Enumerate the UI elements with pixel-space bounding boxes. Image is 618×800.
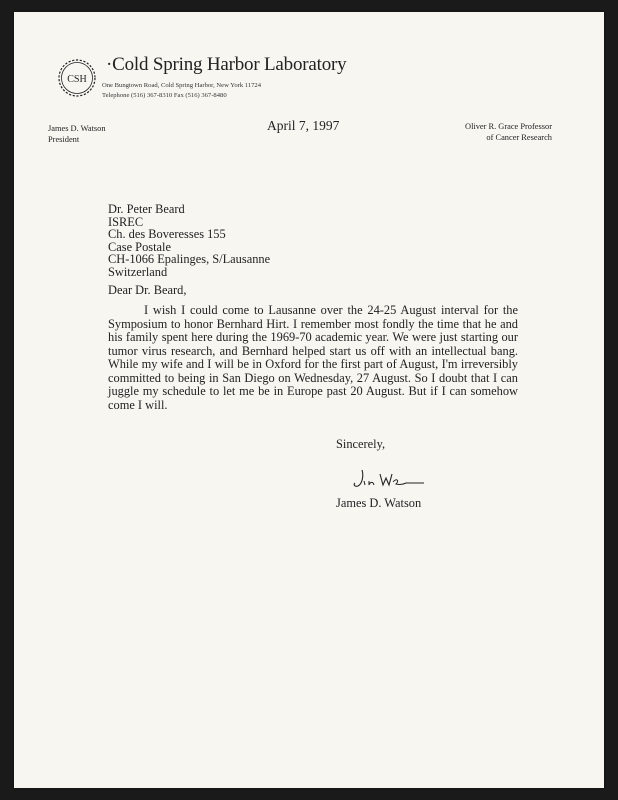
recipient-line: Dr. Peter Beard — [108, 202, 185, 216]
recipient-address — [108, 203, 270, 279]
professorship-line-1: Oliver R. Grace Professor — [465, 122, 552, 131]
recipient-line: ISREC — [108, 214, 144, 229]
handwritten-signature-icon — [348, 464, 428, 494]
professorship-line-2: of Cancer Research — [486, 133, 552, 142]
recipient-line: Case Postale — [108, 239, 171, 254]
recipient-line: CH-1066 Epalinges, S/Lausanne — [108, 252, 271, 267]
professorship-block — [465, 121, 552, 143]
letter-body: I wish I could come to Lausanne over the 24-25 August interval for the Symposium to honor Bernhard Hirt. I remember most fondly the time that he and his family spent here during the 1969-70 academic year. We were just starting our tumor virus research, and Bernhard helped start us off with an intellectual bang. While my wife and I will be in Oxford for the first part of August, I'm irreversibly committed to being in San Diego on Wednesday, 27 August. So I doubt that I can juggle my schedule to let me be in Europe past 20 August. But if I can somehow come I will. — [108, 303, 518, 412]
signer-name: James D. Watson — [336, 496, 422, 510]
csh-logo-icon — [56, 57, 98, 99]
sender-block — [48, 123, 106, 145]
logo-text: CSH — [67, 74, 87, 85]
letter-date: April 7, 1997 — [267, 118, 340, 133]
organization-phone: Telephone (516) 367-8310 Fax (516) 367-8480 — [102, 92, 227, 99]
recipient-line: Switzerland — [108, 264, 168, 279]
organization-name: ·Cold Spring Harbor Laboratory — [106, 54, 347, 75]
organization-address: One Bungtown Road, Cold Spring Harbor, New York 11724 — [102, 82, 262, 89]
letter-page — [14, 12, 604, 788]
sender-name: James D. Watson — [48, 124, 106, 133]
recipient-line: Ch. des Boveresses 155 — [108, 227, 226, 242]
salutation: Dear Dr. Beard, — [108, 283, 187, 297]
sender-title: President — [48, 135, 80, 144]
closing: Sincerely, — [336, 437, 386, 451]
